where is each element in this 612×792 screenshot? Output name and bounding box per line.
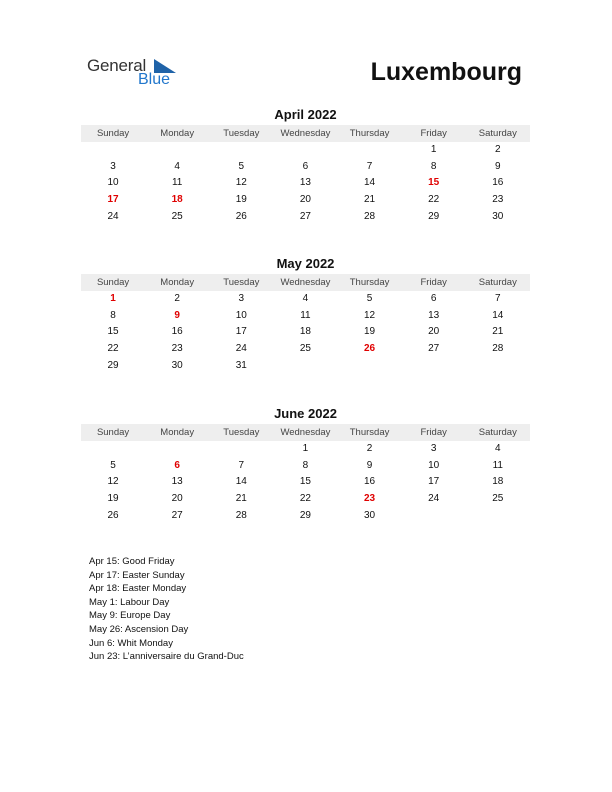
day-cell: 19 xyxy=(107,493,119,505)
holiday-day-cell: 18 xyxy=(171,194,183,206)
day-cell xyxy=(402,358,466,375)
day-cell: 30 xyxy=(171,359,183,371)
holiday-day-cell: 1 xyxy=(110,293,116,304)
weekday-label: Sunday xyxy=(96,277,130,288)
day-cell: 25 xyxy=(171,210,183,222)
day-cell: 5 xyxy=(110,459,116,471)
holiday-day-cell: 23 xyxy=(364,493,376,505)
day-cell: 31 xyxy=(235,359,247,371)
month-title: May 2022 xyxy=(276,256,335,271)
day-cell: 12 xyxy=(364,309,376,321)
day-cell: 27 xyxy=(299,210,311,222)
weekday-header xyxy=(81,125,530,142)
day-cell: 29 xyxy=(428,210,440,222)
day-cell: 1 xyxy=(430,144,437,155)
weekday-label: Monday xyxy=(160,128,195,139)
day-cell xyxy=(209,142,273,159)
week-row xyxy=(81,142,530,159)
weekday-label: Saturday xyxy=(478,277,517,288)
day-cell xyxy=(273,358,337,375)
day-cell xyxy=(402,508,466,525)
week-row xyxy=(81,291,530,308)
week-row xyxy=(81,175,530,192)
holiday-item: Apr 18: Easter Monday xyxy=(89,583,187,595)
weekday-label: Thursday xyxy=(349,427,390,438)
day-cell xyxy=(145,142,209,159)
day-cell: 23 xyxy=(492,194,504,206)
weekday-label: Friday xyxy=(420,427,447,438)
holiday-item: May 26: Ascension Day xyxy=(89,623,189,635)
weekday-label: Sunday xyxy=(96,128,130,139)
month-may xyxy=(81,256,530,374)
day-cell: 22 xyxy=(299,493,311,505)
day-cell xyxy=(145,441,209,458)
month-title: April 2022 xyxy=(274,107,337,122)
weekday-label: Monday xyxy=(160,427,195,438)
weekday-label: Tuesday xyxy=(223,427,260,438)
logo-word-general: General xyxy=(87,56,147,75)
day-cell: 11 xyxy=(171,177,183,189)
day-cell: 24 xyxy=(107,210,119,222)
holiday-day-cell: 9 xyxy=(174,309,180,321)
day-cell: 24 xyxy=(428,493,440,505)
day-cell: 28 xyxy=(492,343,504,355)
day-cell: 20 xyxy=(299,194,311,206)
day-cell: 7 xyxy=(238,459,245,471)
day-cell: 3 xyxy=(430,443,437,454)
day-cell: 8 xyxy=(110,309,116,321)
month-grid xyxy=(81,142,530,225)
day-cell: 18 xyxy=(299,326,311,338)
day-cell: 2 xyxy=(174,293,180,304)
logo-word-blue: Blue xyxy=(138,71,171,88)
holiday-item: May 1: Labour Day xyxy=(89,596,170,608)
day-cell: 17 xyxy=(235,326,247,338)
day-cell: 20 xyxy=(428,326,440,338)
day-cell: 27 xyxy=(171,509,183,521)
day-cell: 5 xyxy=(366,293,373,304)
day-cell: 28 xyxy=(364,210,376,222)
week-row xyxy=(81,441,530,458)
week-row xyxy=(81,192,530,209)
day-cell xyxy=(338,142,402,159)
holiday-day-cell: 17 xyxy=(107,194,119,206)
day-cell: 25 xyxy=(492,493,504,505)
day-cell: 16 xyxy=(492,177,504,189)
day-cell: 12 xyxy=(235,177,247,189)
day-cell: 9 xyxy=(495,160,501,172)
holiday-item: Apr 17: Easter Sunday xyxy=(89,569,185,581)
weekday-header xyxy=(81,274,530,291)
week-row xyxy=(81,508,530,525)
holiday-day-cell: 6 xyxy=(174,459,180,471)
week-row xyxy=(81,209,530,226)
weekday-label: Tuesday xyxy=(223,277,260,288)
day-cell: 10 xyxy=(107,177,119,189)
weekday-label: Sunday xyxy=(96,427,130,438)
weekday-label: Thursday xyxy=(349,277,390,288)
month-april xyxy=(81,107,530,225)
weekday-label: Saturday xyxy=(478,427,517,438)
day-cell: 27 xyxy=(428,343,440,355)
holiday-item: Jun 23: L’anniversaire du Grand-Duc xyxy=(89,651,244,663)
day-cell: 13 xyxy=(171,476,183,488)
day-cell: 1 xyxy=(302,443,309,454)
day-cell: 14 xyxy=(235,476,247,488)
day-cell: 12 xyxy=(107,476,119,488)
weekday-label: Friday xyxy=(420,277,447,288)
weekday-label: Wednesday xyxy=(280,277,331,288)
day-cell xyxy=(273,142,337,159)
day-cell: 16 xyxy=(171,326,183,338)
day-cell xyxy=(209,441,273,458)
day-cell: 11 xyxy=(300,309,311,321)
day-cell: 2 xyxy=(366,443,373,454)
day-cell: 5 xyxy=(238,160,245,172)
holiday-list xyxy=(89,555,244,664)
weekday-label: Wednesday xyxy=(280,128,331,139)
week-row xyxy=(81,341,530,358)
day-cell: 3 xyxy=(238,293,245,304)
day-cell xyxy=(81,441,145,458)
day-cell: 14 xyxy=(492,309,504,321)
holiday-item: Apr 15: Good Friday xyxy=(89,556,175,567)
month-grid xyxy=(81,291,530,374)
day-cell: 19 xyxy=(235,194,247,206)
day-cell: 15 xyxy=(107,326,119,338)
day-cell: 11 xyxy=(492,459,503,471)
day-cell: 8 xyxy=(302,459,309,471)
day-cell xyxy=(466,358,530,375)
day-cell: 29 xyxy=(107,359,119,371)
day-cell: 4 xyxy=(495,443,501,454)
day-cell: 8 xyxy=(430,160,437,172)
month-june xyxy=(81,406,530,524)
week-row xyxy=(81,308,530,325)
month-title: June 2022 xyxy=(274,406,337,421)
weekday-label: Monday xyxy=(160,277,195,288)
day-cell: 22 xyxy=(107,343,119,355)
day-cell: 3 xyxy=(110,160,116,172)
holiday-item: Jun 6: Whit Monday xyxy=(89,637,173,649)
holiday-day-cell: 26 xyxy=(364,343,376,355)
day-cell: 10 xyxy=(235,309,247,321)
holiday-day-cell: 15 xyxy=(428,177,440,189)
day-cell: 26 xyxy=(235,210,247,222)
day-cell: 19 xyxy=(364,326,376,338)
day-cell: 13 xyxy=(299,177,311,189)
day-cell xyxy=(338,358,402,375)
month-grid xyxy=(81,441,530,524)
weekday-label: Tuesday xyxy=(223,128,260,139)
week-row xyxy=(81,491,530,508)
day-cell: 26 xyxy=(107,509,119,521)
day-cell: 22 xyxy=(428,194,440,206)
day-cell: 14 xyxy=(364,177,376,189)
week-row xyxy=(81,358,530,375)
country-title: Luxembourg xyxy=(370,58,522,86)
weekday-header xyxy=(81,424,530,441)
weekday-label: Wednesday xyxy=(280,427,331,438)
week-row xyxy=(81,458,530,475)
day-cell: 6 xyxy=(302,160,309,172)
holiday-item: May 9: Europe Day xyxy=(89,610,171,622)
day-cell: 2 xyxy=(495,144,501,155)
day-cell: 7 xyxy=(495,293,501,304)
day-cell: 7 xyxy=(366,160,373,172)
day-cell xyxy=(81,142,145,159)
day-cell: 30 xyxy=(364,509,376,521)
day-cell: 16 xyxy=(364,476,376,488)
day-cell: 9 xyxy=(366,459,373,471)
week-row xyxy=(81,159,530,176)
day-cell: 21 xyxy=(364,194,376,206)
day-cell: 23 xyxy=(171,343,183,355)
day-cell: 30 xyxy=(492,210,504,222)
generalblue-logo xyxy=(87,56,197,92)
day-cell: 21 xyxy=(235,493,247,505)
day-cell: 24 xyxy=(235,343,247,355)
day-cell: 4 xyxy=(174,160,180,172)
day-cell: 29 xyxy=(299,509,311,521)
weekday-label: Thursday xyxy=(349,128,390,139)
week-row xyxy=(81,324,530,341)
day-cell: 28 xyxy=(235,509,247,521)
week-row xyxy=(81,474,530,491)
day-cell: 25 xyxy=(299,343,311,355)
day-cell: 21 xyxy=(492,326,504,338)
day-cell: 10 xyxy=(428,459,440,471)
weekday-label: Saturday xyxy=(478,128,517,139)
day-cell: 18 xyxy=(492,476,504,488)
day-cell: 17 xyxy=(428,476,440,488)
weekday-label: Friday xyxy=(420,128,447,139)
day-cell: 4 xyxy=(302,293,309,304)
day-cell: 6 xyxy=(430,293,437,304)
day-cell xyxy=(466,508,530,525)
day-cell: 20 xyxy=(171,493,183,505)
day-cell: 13 xyxy=(428,309,440,321)
day-cell: 15 xyxy=(299,476,311,488)
